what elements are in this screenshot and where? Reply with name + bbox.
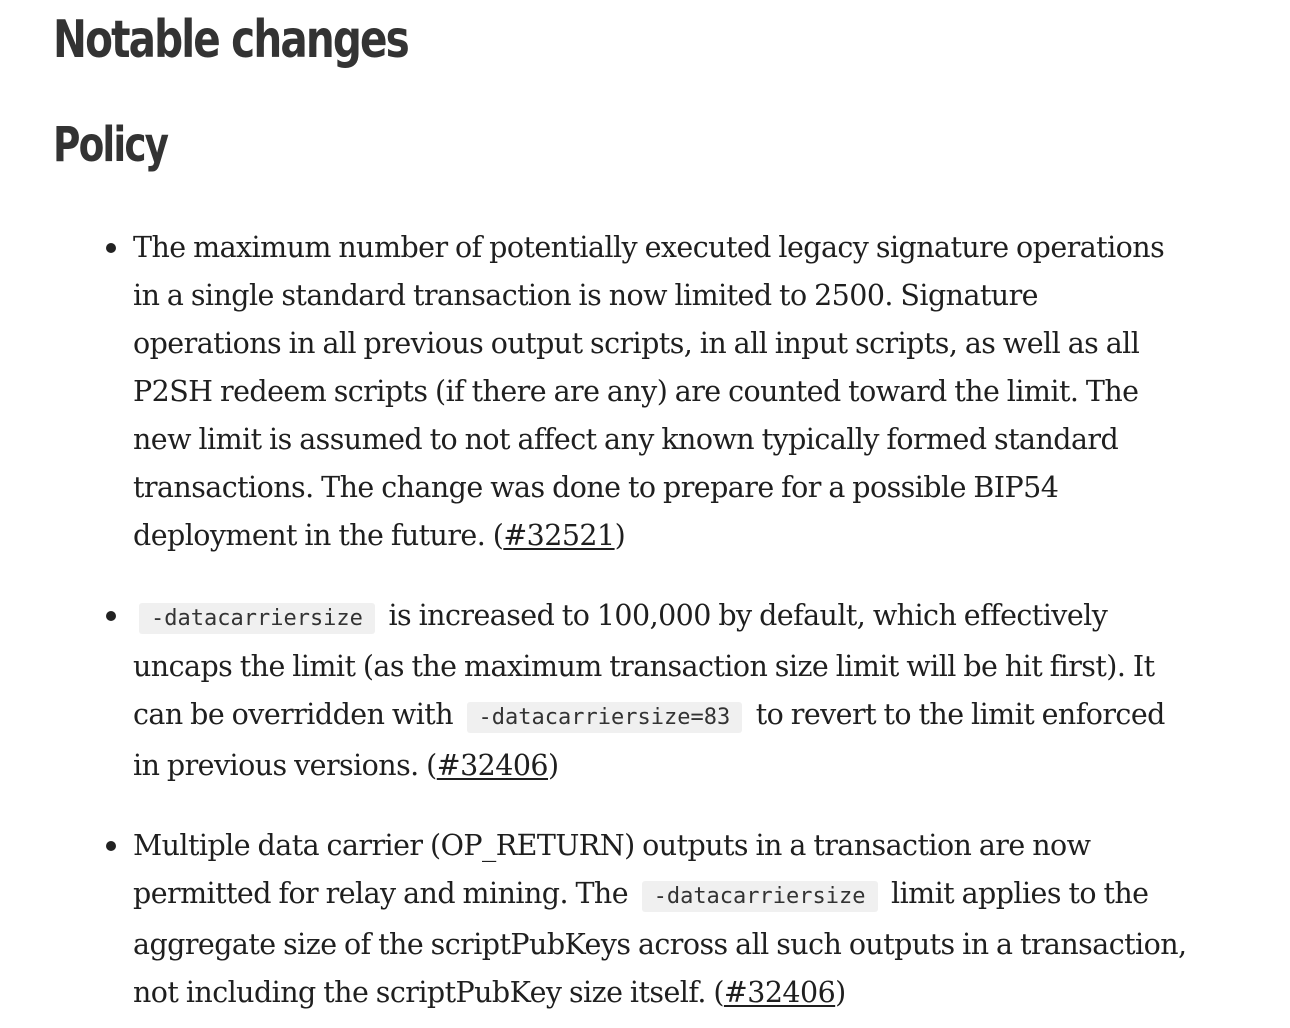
- item-text: Multiple data carrier (OP_RETURN) outputs in a transaction are now permitted for relay and mining. The: [133, 829, 1091, 910]
- item-text-close: ): [614, 519, 626, 552]
- pr-link-32406[interactable]: #32406: [723, 976, 836, 1009]
- item-text: limit applies to the aggregate size of the scriptPubKeys across all such outputs in a transaction, not including the scriptPubKey size itself. (: [133, 877, 1187, 1009]
- item-text: The maximum number of potentially executed legacy signature operations in a single standard transaction is now limited to 2500. Signature operations in all previous output scripts, in all input scripts, as well as all P2SH redeem scripts (if there are any) are counted toward the limit. The new limit is assumed to not affect any known typically formed standard transactions. The change was done to prepare for a possible BIP54 deployment in the future. (: [133, 231, 1165, 552]
- code-datacarriersize: -datacarriersize: [139, 603, 375, 634]
- list-item: [133, 224, 1193, 560]
- item-text: is increased to 100,000 by default, which effectively uncaps the limit (as the maximum transaction size limit will be hit first). It can be overridden with: [133, 599, 1155, 731]
- pr-link-32406[interactable]: #32406: [436, 749, 548, 782]
- code-datacarriersize: -datacarriersize: [642, 881, 878, 912]
- list-item: [133, 592, 1193, 790]
- list-item: [133, 822, 1193, 1017]
- item-text: to revert to the limit enforced in previous versions. (: [133, 698, 1165, 782]
- code-datacarriersize-83: -datacarriersize=83: [467, 702, 743, 733]
- policy-change-list: [0, 224, 1290, 1017]
- item-text-close: ): [548, 749, 559, 782]
- item-text-close: ): [835, 976, 846, 1009]
- section-heading-notable-changes: Notable changes: [53, 10, 408, 70]
- pr-link-32521[interactable]: #32521: [503, 519, 615, 552]
- subsection-heading-policy: Policy: [53, 117, 168, 173]
